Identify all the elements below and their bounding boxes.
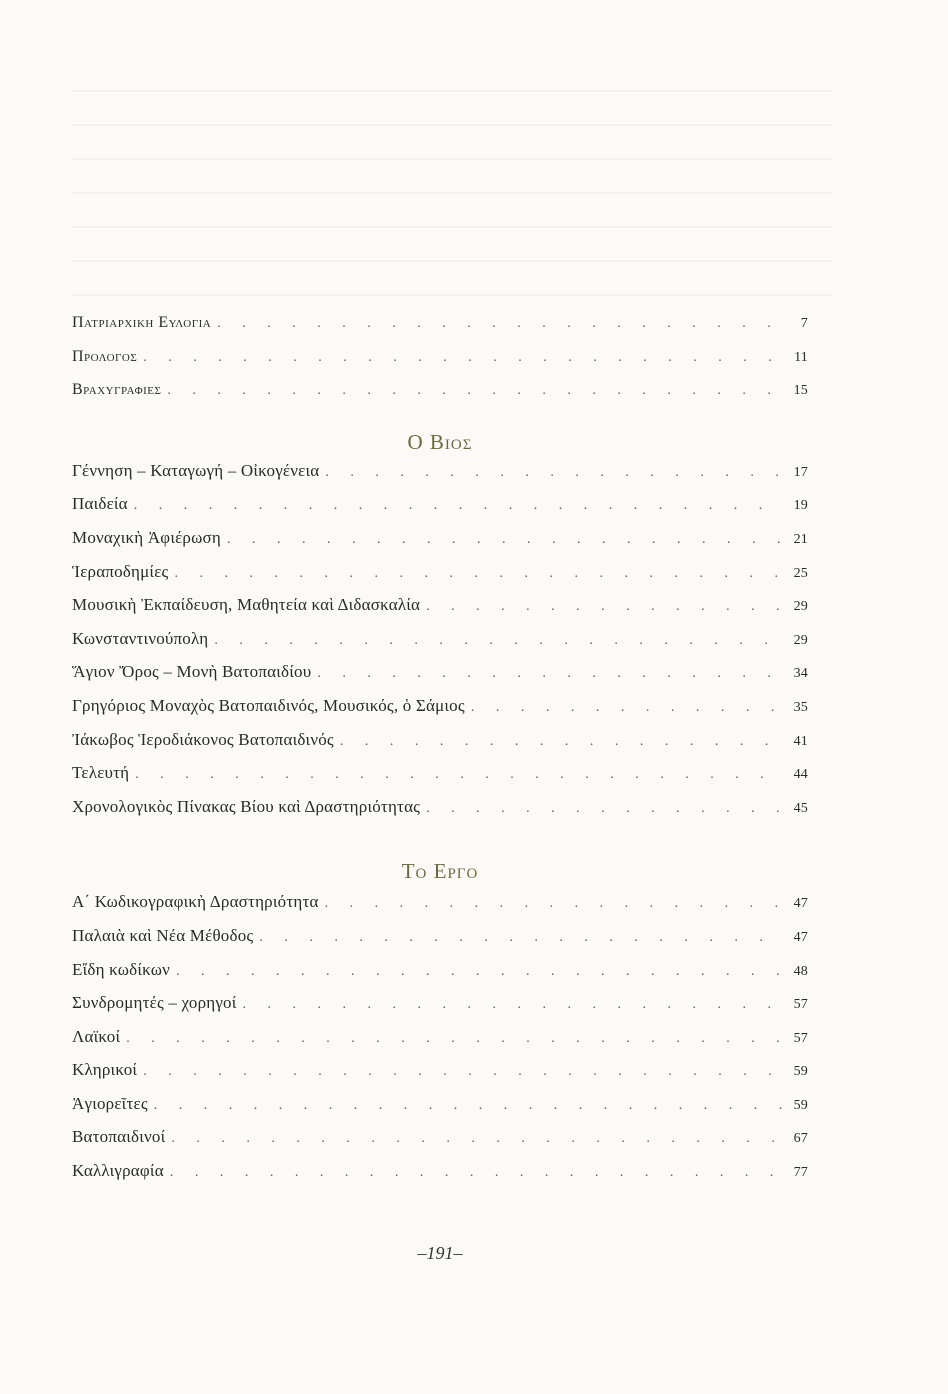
toc-entry[interactable]: [72, 892, 808, 926]
toc-entry-title: Παιδεία: [72, 494, 128, 514]
toc-entry[interactable]: [72, 461, 808, 495]
toc-entry[interactable]: [72, 1161, 808, 1195]
toc-entry[interactable]: [72, 926, 808, 960]
toc-entry-page: 47: [793, 896, 808, 912]
toc-entry[interactable]: [72, 1060, 808, 1094]
toc-entry-title: Χρονολογικὸς Πίνακας Βίου καὶ Δραστηριότητας: [72, 796, 421, 816]
toc-entry[interactable]: [72, 494, 808, 528]
toc-entry-title: Πατριαρχικη Ευλογια: [72, 314, 212, 331]
toc-entry-title: Μοναχικὴ Ἀφιέρωση: [72, 527, 221, 547]
dot-leader: [340, 734, 784, 750]
toc-entry[interactable]: [72, 696, 808, 730]
toc-entry-page: 34: [793, 666, 808, 682]
toc-entry[interactable]: [72, 562, 808, 596]
toc-entry-title: Βατοπαιδινοί: [72, 1127, 166, 1147]
toc-entry-page: 48: [793, 963, 808, 979]
toc-entry-title: Κωνσταντινούπολη: [72, 628, 209, 648]
toc-entry-page: 47: [793, 929, 808, 945]
dot-leader: [426, 801, 784, 817]
toc-entry-title: Συνδρομητές – χορηγοί: [72, 993, 237, 1013]
toc-entry-page: 25: [793, 565, 808, 581]
dot-leader: [154, 1098, 784, 1114]
toc-entry[interactable]: [72, 1094, 808, 1128]
toc-entry[interactable]: [72, 662, 808, 696]
toc-entry[interactable]: [72, 1027, 808, 1061]
toc-entry-title: Εἴδη κωδίκων: [72, 959, 170, 979]
dot-leader: [227, 532, 784, 548]
show-through-text: [72, 90, 832, 310]
dot-leader: [143, 1064, 784, 1080]
toc-entry[interactable]: [72, 763, 808, 797]
toc-entry-page: 29: [793, 599, 808, 615]
toc-entry-page: 41: [793, 733, 808, 749]
toc-entry[interactable]: [72, 797, 808, 831]
toc-entry[interactable]: [72, 528, 808, 562]
toc-entry[interactable]: [72, 1127, 808, 1161]
dot-leader: [174, 566, 784, 582]
toc-entry-title: Κληρικοί: [72, 1060, 138, 1080]
toc-entry-page: 59: [793, 1097, 808, 1113]
toc-entry-title: Ἱεραποδημίες: [72, 561, 169, 581]
toc-entry-title: Ἅγιον Ὄρος – Μονὴ Βατοπαιδίου: [72, 662, 312, 682]
toc-entry[interactable]: [72, 993, 808, 1027]
dot-leader: [325, 896, 784, 912]
toc-entry-title: Καλλιγραφία: [72, 1161, 164, 1181]
toc-entry-title: Μουσικὴ Ἐκπαίδευση, Μαθητεία καὶ Διδασκαλία: [72, 595, 421, 615]
toc-entry-title: Α΄ Κωδικογραφικὴ Δραστηριότητα: [72, 892, 319, 912]
toc-entry-page: 29: [793, 632, 808, 648]
toc-entry[interactable]: [72, 960, 808, 994]
toc-entry-page: 11: [794, 349, 808, 365]
dot-leader: [167, 383, 784, 399]
toc-entry-patriarchal-blessing[interactable]: [72, 314, 808, 348]
dot-leader: [134, 498, 784, 514]
toc-entry-page: 35: [793, 699, 808, 715]
section-heading-life: Ο Βιος: [407, 429, 473, 454]
toc-entry-page: 15: [793, 383, 808, 399]
toc-entry-page: 59: [793, 1064, 808, 1080]
toc-entry-title: Λαϊκοί: [72, 1026, 121, 1046]
dot-leader: [126, 1031, 784, 1047]
dot-leader: [135, 767, 784, 783]
toc-entry-page: 57: [793, 1030, 808, 1046]
toc-entry-page: 45: [793, 800, 808, 816]
dot-leader: [259, 930, 784, 946]
toc-entry-page: 19: [793, 498, 808, 514]
toc-entry-page: 77: [793, 1165, 808, 1181]
toc-entry-title: Προλογος: [72, 347, 138, 365]
toc-entry-abbreviations[interactable]: [72, 381, 808, 415]
page-number: –191–: [417, 1243, 463, 1263]
toc-entry[interactable]: [72, 629, 808, 663]
dot-leader: [143, 350, 784, 366]
dot-leader: [176, 964, 784, 980]
toc-entry-title: Γέννηση – Καταγωγή – Οἰκογένεια: [72, 460, 320, 480]
toc-entry-page: 7: [800, 316, 808, 331]
toc-entry-page: 17: [793, 464, 808, 480]
dot-leader: [243, 997, 784, 1013]
toc-entry-page: 44: [793, 767, 808, 783]
toc-entry[interactable]: [72, 595, 808, 629]
dot-leader: [214, 633, 784, 649]
toc-entry-page: 67: [793, 1131, 808, 1147]
toc-entry-page: 21: [793, 531, 808, 547]
toc-entry-title: Βραχυγραφιες: [72, 381, 162, 399]
toc-entry[interactable]: [72, 730, 808, 764]
dot-leader: [325, 465, 784, 481]
dot-leader: [217, 316, 784, 332]
toc-entry-title: Τελευτή: [72, 763, 130, 783]
toc-entry-title: Ἁγιορεῖτες: [72, 1093, 148, 1113]
section-heading-work: Το Εργο: [401, 859, 479, 884]
toc-entry-title: Παλαιὰ καὶ Νέα Μέθοδος: [72, 925, 254, 945]
toc-entry-title: Ἰάκωβος Ἱεροδιάκονος Βατοπαιδινός: [72, 729, 334, 749]
dot-leader: [426, 599, 784, 615]
toc-entry-page: 57: [793, 997, 808, 1013]
table-of-contents: [72, 314, 808, 1195]
toc-entry-prologue[interactable]: [72, 348, 808, 382]
dot-leader: [171, 1131, 784, 1147]
toc-entry-title: Γρηγόριος Μοναχὸς Βατοπαιδινός, Μουσικός, ὁ Σάμιος: [72, 695, 465, 715]
dot-leader: [317, 666, 784, 682]
dot-leader: [170, 1165, 784, 1181]
dot-leader: [471, 700, 784, 716]
